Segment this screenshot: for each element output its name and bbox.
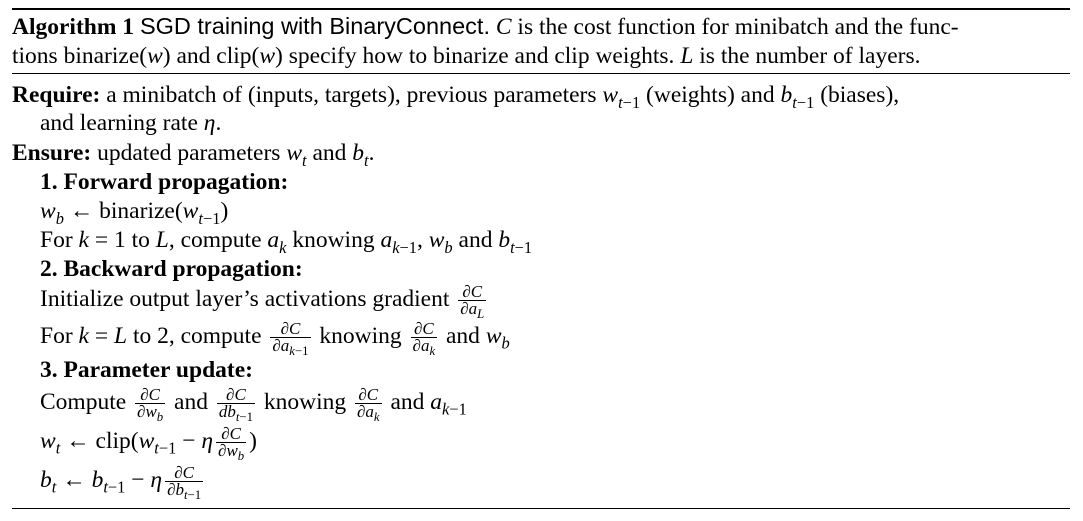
ensure-line: Ensure: updated parameters $w_t$ and $b_t$. [12, 140, 375, 170]
require-text-d: and learning rate [40, 110, 204, 136]
require-keyword: Require: [12, 82, 101, 108]
close-paren: ) [220, 198, 229, 224]
step-1-line-1: $w_b$ ← $binarize(w_{t-1})$ [40, 198, 229, 228]
top-rule [12, 8, 1070, 10]
arrow-symbol: ← [63, 198, 100, 224]
bottom-rule [12, 508, 1070, 509]
grad-c-bt-1-2: $\frac{\partial C}{\partial b_{t-1}}$ [167, 463, 202, 502]
step-3-line-1: Compute $\frac{\partial C}{\partial w_b}$ and $\frac{\partial C}{db_{t-1}}$ knowing $\frac{\partial C}{\partial a_k}$ and $a_{k-1}$ [40, 385, 467, 424]
compute-word-3: Compute [40, 388, 127, 415]
to2-text: to 2, compute [127, 322, 268, 349]
step-3-line-2: $w_t$ ← $clip(w_{t-1} - \eta$ $\frac{\partial C}{\partial w_b}$ ) [40, 424, 257, 463]
ensure-keyword: Ensure: [12, 140, 92, 166]
caption-text-2a: tions binarize( [12, 43, 148, 69]
close-paren-2: ) [249, 427, 257, 454]
step-2-line-1 [40, 282, 489, 321]
var-c: C [495, 14, 512, 40]
and-word: and [452, 227, 499, 253]
grad-c-ak-2: $\frac{\partial C}{\partial a_k}$ [356, 385, 380, 424]
clip-fn: clip( [95, 427, 139, 454]
comma: , [416, 227, 429, 253]
grad-c-wb-2: $\frac{\partial C}{\partial w_b}$ [218, 424, 245, 463]
compute-word: , compute [168, 227, 268, 253]
caption-rule [12, 73, 1070, 74]
var-l: L [680, 43, 694, 69]
require-text-b: (weights) and [640, 82, 781, 108]
algorithm-title: SGD training with BinaryConnect. [139, 13, 490, 39]
grad-c-ak-1: $\frac{\partial C}{\partial a_{k-1}}$ [272, 319, 309, 358]
binarize-fn: binarize( [99, 198, 183, 224]
step-3-line-3: $b_t$ ← $b_{t-1} - \eta$ $\frac{\partial C}{\partial b_{t-1}}$ [40, 463, 202, 502]
arrow-symbol-3: ← [56, 466, 92, 493]
require-text-a: a minibatch of (inputs, targets), previous parameters [100, 82, 603, 108]
knowing-word-3: knowing [263, 388, 347, 415]
ensure-text-c: . [368, 140, 375, 166]
caption-text-2b: ) and clip( [162, 43, 260, 69]
knowing-word-2: knowing [319, 322, 402, 349]
step-2-heading: 2. Backward propagation: [40, 256, 303, 282]
step-1-heading: 1. Forward propagation: [40, 169, 289, 195]
and-word-3: and [174, 388, 208, 415]
init-gradient-text: Initialize output layer’s activations gradient [40, 285, 450, 312]
var-w-2: w [259, 43, 276, 69]
step-2-line-2: For k = L to 2, compute $\frac{\partial C}{\partial a_{k-1}}$ knowing $\frac{\partial C}{\partial a_k}$ and $w_b$ [40, 319, 510, 358]
caption-text-2c: ) specify how to binarize and clip weights. [275, 43, 681, 69]
step-1-line-2: For k = 1 to L, compute $a_k$ knowing $a_{k-1}$, $w_b$ and $b_{t-1}$ [40, 227, 533, 257]
ensure-text-b: and [306, 140, 353, 166]
caption-text-2d: is the number of layers. [693, 43, 921, 69]
require-text-c: (biases), [814, 82, 900, 108]
grad-c-ak: $\frac{\partial C}{\partial a_k}$ [412, 319, 436, 358]
arrow-symbol-2: ← [60, 427, 96, 454]
grad-c-wb: $\frac{\partial C}{\partial w_b}$ [137, 385, 164, 424]
caption-line-2 [12, 42, 921, 70]
minus-sign: − [176, 427, 202, 454]
for-word-2: For [40, 322, 79, 349]
for-word: For [40, 227, 79, 253]
require-text-e: . [215, 110, 222, 136]
and-word-2: and [446, 322, 480, 349]
grad-c-bt-1: $\frac{\partial C}{db_{t-1}}$ [218, 385, 253, 424]
range-text: = 1 to [88, 227, 156, 253]
step-3-heading: 3. Parameter update: [40, 357, 253, 383]
grad-c-al: $\frac{\partial C}{\partial a_L}$ [460, 282, 485, 321]
algorithm-label: Algorithm 1 [12, 14, 135, 40]
knowing-word: knowing [286, 227, 381, 253]
require-line-2: and learning rate η. [40, 110, 222, 136]
and-word-4: and [390, 388, 425, 415]
require-line: Require: a minibatch of (inputs, targets), previous parameters $w_{t-1}$ (weights) and $b_{t-1}$ (biases), [12, 82, 900, 112]
minus-sign-2: − [125, 466, 151, 493]
ensure-text-a: updated parameters [91, 140, 287, 166]
caption-text-1: is the cost function for minibatch and the func- [511, 14, 959, 40]
caption-line-1 [12, 12, 959, 41]
var-w: w [147, 43, 163, 69]
